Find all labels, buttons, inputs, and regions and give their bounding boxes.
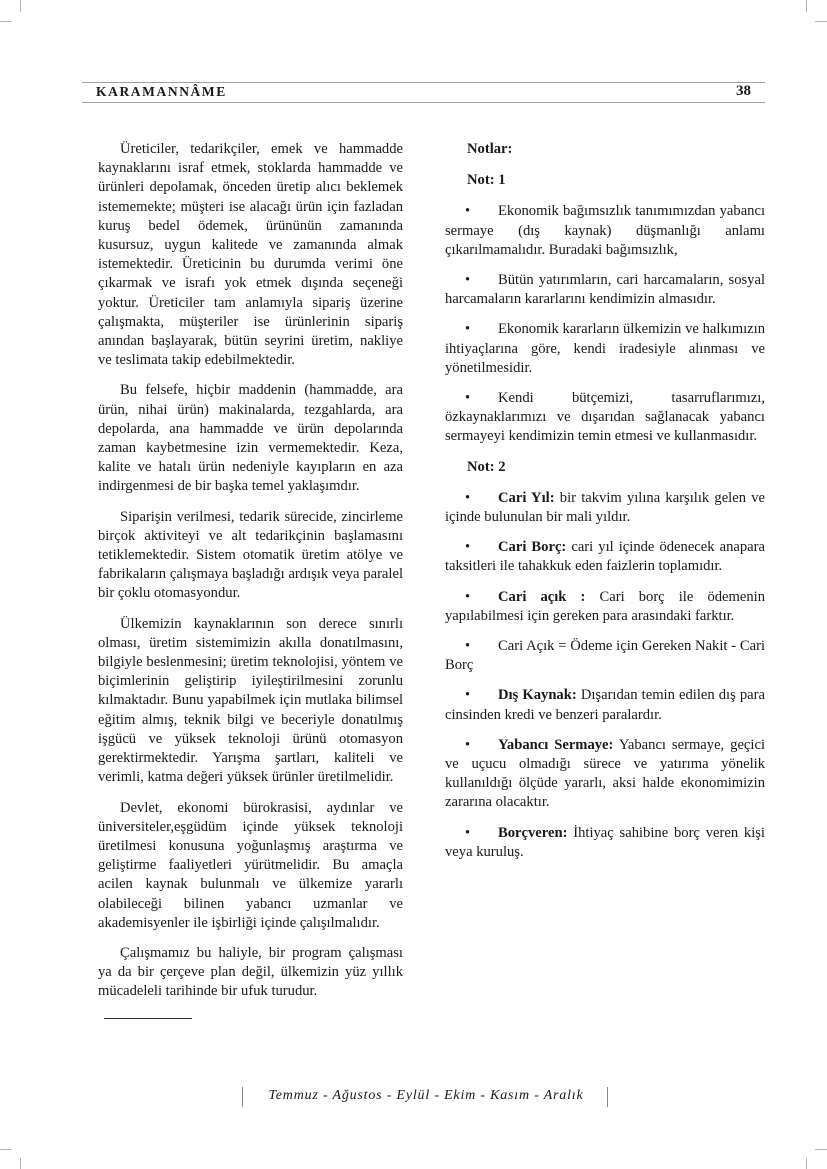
- note-term: Cari Yıl:: [498, 489, 555, 506]
- bullet-icon: •: [465, 321, 471, 338]
- footer-divider-left: [242, 1087, 243, 1107]
- note1-heading: Not: 1: [467, 172, 506, 189]
- note-item: [445, 588, 765, 626]
- note-text: İhtiyaç sahibine borç veren kişi veya kuruluş.: [445, 824, 765, 860]
- note-item: [445, 686, 765, 724]
- body-paragraph: Devlet, ekonomi bürokrasisi, aydınlar ve üniversiteler,eşgüdüm içinde yüksek teknoloji üretilmesi konusuna yoğunlaşmış araştırma ve geliştirme faaliyetleri yürütmelidir. Bu amaçla acilen kaynak bulunmalı ve ülkemize yararlı olabileceği bilinen yabancı uzmanlar ve akademisyenler ile işbirliği içinde çalışılmalıdır.: [98, 799, 403, 931]
- note-text: Ekonomik kararların ülkemizin ve halkımızın ihtiyaçlarına göre, kendi iradesiyle alınması ve yönetilmesidir.: [445, 321, 765, 376]
- bullet-icon: •: [465, 390, 471, 407]
- note-text: Cari borç ile ödemenin yapılabilmesi için gereken para arasındaki farktır.: [445, 588, 765, 624]
- bullet-icon: •: [465, 736, 471, 753]
- bullet-icon: •: [465, 489, 471, 506]
- bullet-icon: •: [465, 272, 471, 289]
- note-item: [445, 538, 765, 576]
- crop-mark-top-left-h: [0, 21, 12, 22]
- crop-mark-bottom-right-h: [815, 1149, 827, 1150]
- note-item: [445, 271, 765, 309]
- note-term: Cari açık :: [498, 588, 586, 605]
- body-paragraph: Ülkemizin kaynaklarının son derece sınırlı olması, üretim sistemimizin akılla donatılmasını, bilgiyle beslenmesini; üretim teknolojisi, yöntem ve biçimlerinin geliştirip iyileştirilmesini zorunlu kılmaktadır. Bunu yapabilmek için mutlaka bilimsel eğitim almış, teknik bilgi ve beceriyle donatılmış işgücü ve yüksek teknoloji ürünü otomasyon gerektirmektedir. Yarışma şartları, kaliteli ve verimli, katma değeri yüksek ürünler üretilmelidir.: [98, 615, 403, 786]
- bullet-icon: •: [465, 588, 471, 605]
- note-text: Cari Açık = Ödeme için Gereken Nakit - Cari Borç: [445, 638, 765, 674]
- note-term: Borçveren:: [498, 824, 568, 841]
- bullet-icon: •: [465, 203, 471, 220]
- bullet-icon: •: [465, 824, 471, 841]
- note-item: [445, 489, 765, 527]
- crop-mark-bottom-left-h: [0, 1149, 12, 1150]
- left-column: [98, 140, 403, 1013]
- note-text: bir takvim yılına karşılık gelen ve içinde bulunulan bir mali yıldır.: [445, 489, 765, 526]
- journal-title: KARAMANNÂME: [96, 84, 227, 99]
- body-paragraph: Bu felsefe, hiçbir maddenin (hammadde, ara ürün, nihai ürün) makinalarda, tezgahlarda, ara depolarda, ana hammadde ve ürün depolarında zaman kaybetmesine izin vermemektedir. Keza, kalite ve hatalı ürün nedeniyle kayıpların en aza indirgenmesi de bir başka temel yaklaşımdır.: [98, 382, 403, 495]
- body-paragraph: Siparişin verilmesi, tedarik sürecide, zincirleme birçok aktiviteyi ve alt tedarikçinin başlamasını tetiklemektedir. Sistem otomatik üretim atölye ve fabrikaların çalışmaya başladığı ardışık veya paralel bir çoklu otomasyondur.: [98, 508, 403, 602]
- note-item: [445, 824, 765, 862]
- crop-mark-top-right-v: [806, 0, 807, 12]
- note2-heading: Not: 2: [467, 458, 506, 475]
- bullet-icon: •: [465, 539, 471, 556]
- bullet-icon: •: [465, 638, 471, 655]
- note-item: [445, 320, 765, 378]
- footer-issue-months: Temmuz - Ağustos - Eylül - Ekim - Kasım - Aralık: [268, 1088, 584, 1103]
- note-term: Yabancı Sermaye:: [498, 736, 614, 753]
- crop-mark-bottom-right-v: [806, 1158, 807, 1169]
- body-paragraph: Çalışmamız bu haliyle, bir program çalışması ya da bir çerçeve plan değil, ülkemizin yüz yıllık mücadeleli tarihinde bir ufuk turudur.: [98, 944, 403, 1000]
- note-text: Kendi bütçemizi, tasarruflarımızı, özkaynaklarımızı ve dışarıdan sağlanacak yabancı sermayeyi kendimizin temin etmesi ve kullanmasıdır.: [445, 390, 765, 445]
- note-text: Ekonomik bağımsızlık tanımımızdan yabancı sermaye (dış kaynak) düşmanlığı anlamı çıkarılmamalıdır. Buradaki bağımsızlık,: [445, 203, 765, 258]
- crop-mark-top-right-h: [815, 21, 827, 22]
- crop-mark-bottom-left-v: [20, 1158, 21, 1169]
- page-number: 38: [736, 83, 751, 99]
- note-text: Yabancı sermaye, geçici ve uçucu olmadığı sürece ve yatırıma yönelik kullanıldığı ölçüde yararlı, aksi halde ekonomimizin zararına olacaktır.: [445, 736, 766, 811]
- right-column: [445, 140, 765, 873]
- note-item: [445, 736, 765, 813]
- bullet-icon: •: [465, 687, 471, 704]
- note-item: [445, 202, 765, 260]
- body-paragraph: Üreticiler, tedarikçiler, emek ve hammadde kaynaklarını israf etmek, stoklarda hammadde ve ürünleri depolamak, önceden üretip alıcı beklemek istememekte; müşteri ise alacağı ürün için fazladan kuruş bedel ödemek, ürününün zamanında kusursuz, uygun kalitede ve zamanında almak istemektedir. Üreticinin bu durumda verimi öne çıkarmak ve israfı yok etmek dışında seçeneği yoktur. Üreticiler tam anlamıyla sipariş üzerine çalışmakta, müşteriler ise ürünlerinin sipariş anından başlayarak, bütün seyrini üretim, nakliye ve teslimata takip edebilmektedir.: [98, 141, 403, 369]
- footnote-separator: [104, 1018, 192, 1019]
- note-term: Cari Borç:: [498, 539, 567, 556]
- crop-mark-top-left-v: [20, 0, 21, 12]
- header-rule-bottom: [82, 102, 765, 103]
- footer-divider-right: [607, 1087, 608, 1107]
- note-text: cari yıl içinde ödenecek anapara taksitleri ile tahakkuk eden faizlerin toplamıdır.: [445, 539, 765, 575]
- note-text: Dışarıdan temin edilen dış para cinsinden kredi ve benzeri paralardır.: [445, 687, 765, 723]
- note-item: [445, 389, 765, 447]
- note-item: [445, 637, 765, 675]
- header-rule-top: [82, 82, 765, 83]
- note-text: Bütün yatırımların, cari harcamaların, sosyal harcamaların kararlarını kendimizin almasıdır.: [445, 272, 765, 308]
- notes-heading: Notlar:: [467, 141, 513, 157]
- note-term: Dış Kaynak:: [498, 687, 577, 704]
